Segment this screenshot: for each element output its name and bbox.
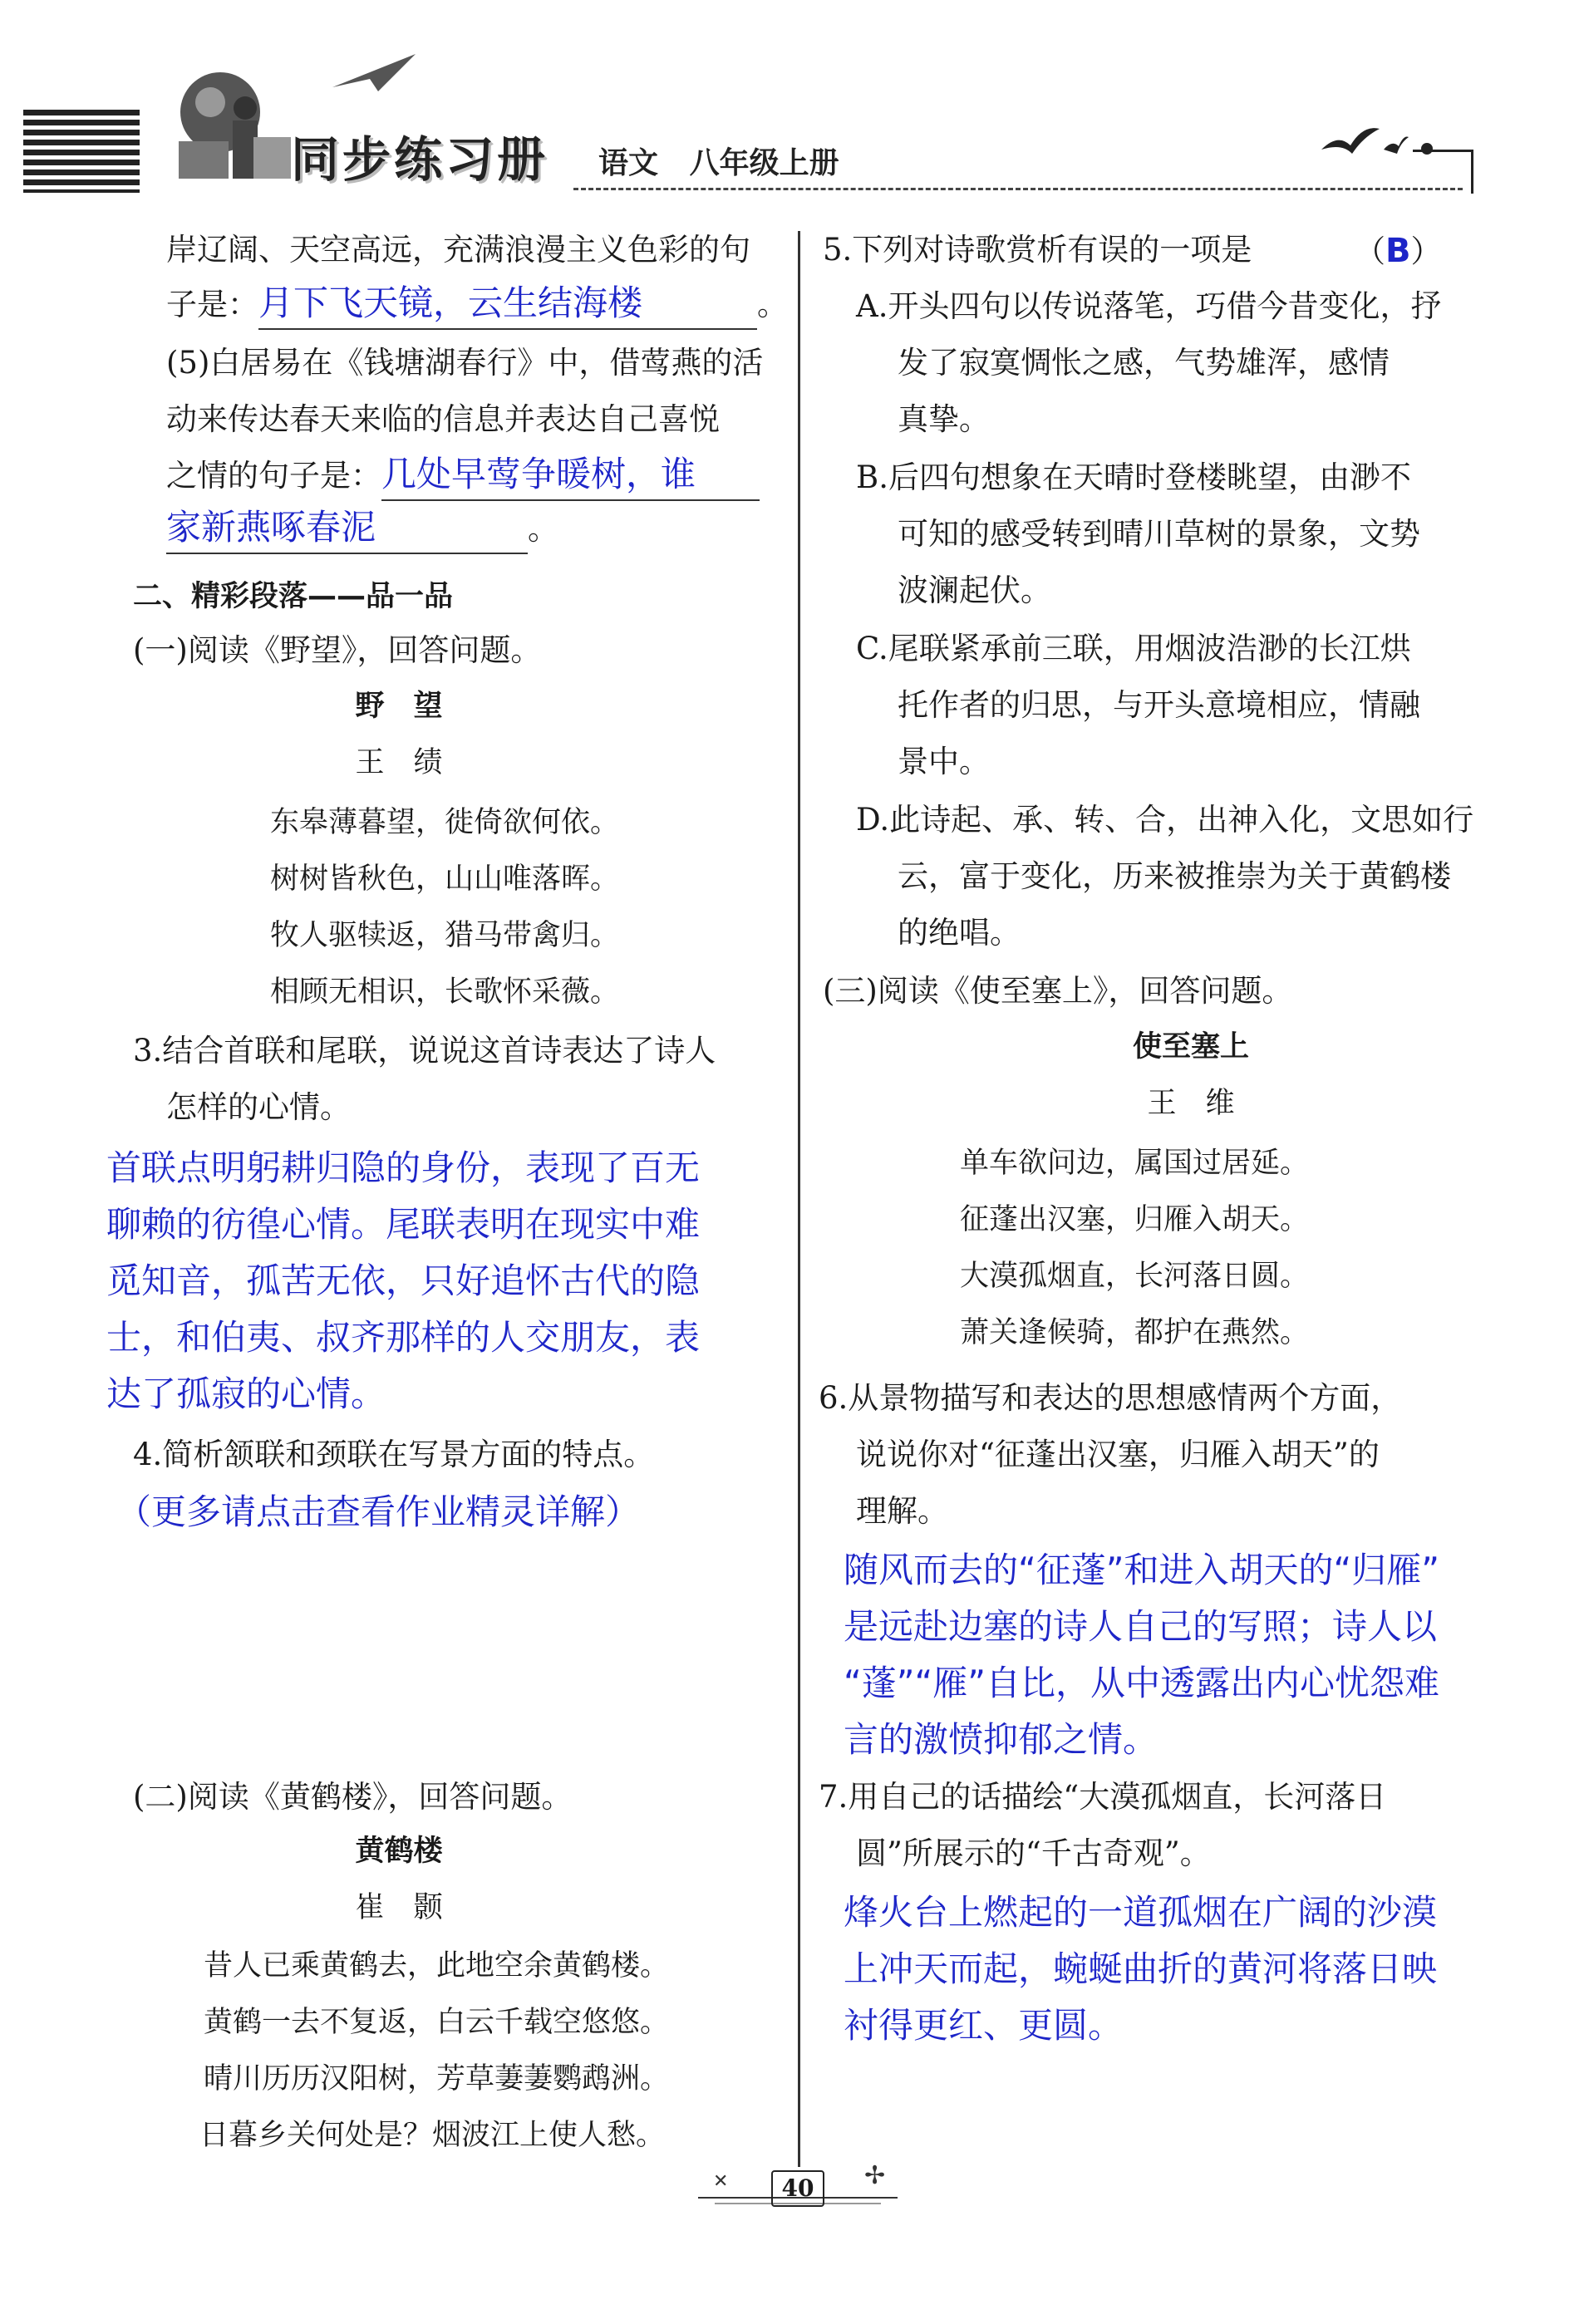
a4-more-link[interactable]: （更多请点击查看作业精灵详解） (116, 1491, 641, 1532)
reading-1-intro: (一)阅读《野望》，回答问题。 (133, 632, 542, 668)
q5-line-3 (166, 449, 760, 504)
header-corner (1413, 150, 1473, 194)
poem-3-line: 大漠孤烟直，长河落日圆。 (960, 1260, 1310, 1293)
book-subject (598, 140, 839, 182)
paper-plane-icon (328, 50, 420, 100)
q3-line-1: 3.结合首联和尾联，说说这首诗表达了诗人 (133, 1033, 716, 1069)
a6-line: 是远赴边塞的诗人自己的写照；诗人以 (844, 1606, 1438, 1647)
poem-2-line: 昔人已乘黄鹤去，此地空余黄鹤楼。 (204, 1949, 670, 1983)
q5-option-a: 发了寂寞惆怅之感，气势雄浑，感情 (898, 345, 1390, 381)
a3-line: 觅知音，孤苦无依，只好追怀古代的隐 (106, 1260, 701, 1301)
q5-suffix: 。 (528, 511, 558, 547)
column-divider (798, 231, 800, 2167)
a3-line: 达了孤寂的心情。 (106, 1373, 386, 1414)
poem-1-line: 牧人驱犊返，猎马带禽归。 (270, 919, 620, 952)
q2-line-2 (166, 278, 788, 332)
reading-2-intro: (二)阅读《黄鹤楼》，回答问题。 (133, 1779, 573, 1815)
a7-line: 衬得更红、更圆。 (844, 2005, 1124, 2046)
a6-line: 言的激愤抑郁之情。 (844, 1719, 1158, 1760)
birds-icon (1317, 116, 1409, 162)
book-title: 同步练习册 (291, 131, 549, 188)
poem-3-line: 单车欲问边，属国过居延。 (960, 1147, 1310, 1180)
q5-option-d: 云，富于变化，历来被推崇为关于黄鹤楼 (898, 858, 1451, 894)
poem-1-title: 野 望 (355, 690, 443, 723)
q2-suffix: 。 (757, 287, 788, 322)
q4-text: 4.简析颔联和颈联在写景方面的特点。 (133, 1437, 655, 1472)
q5-option-c: C.尾联紧承前三联，用烟波浩渺的长江烘 (856, 631, 1411, 666)
poem-2-author: 崔 颢 (355, 1891, 443, 1924)
q5-option-b: 可知的感受转到晴川草树的景象，文势 (898, 516, 1420, 552)
q5-line-2: 动来传达春天来临的信息并表达自己喜悦 (166, 401, 720, 437)
poem-3-line: 征蓬出汉塞，归雁入胡天。 (960, 1203, 1310, 1236)
header-stripes (23, 110, 140, 193)
q5-option-c: 托作者的归思，与开头意境相应，情融 (898, 687, 1420, 723)
q5-option-a: A.开头四句以传说落笔，巧借今昔变化，抒 (856, 288, 1442, 324)
q5-stem: 5.下列对诗歌赏析有误的一项是 (823, 232, 1252, 268)
poem-1-author: 王 绩 (355, 746, 443, 779)
poem-1-line: 树树皆秋色，山山唯落晖。 (270, 862, 620, 896)
a7-line: 上冲天而起，蜿蜒曲折的黄河将落日映 (844, 1948, 1438, 1989)
a7-line: 烽火台上燃起的一道孤烟在广阔的沙漠 (844, 1892, 1438, 1933)
q5-answer: B (1385, 232, 1411, 270)
q5-prefix: 之情的句子是： (166, 458, 381, 494)
a3-line: 聊赖的彷徨心情。尾联表明在现实中难 (106, 1204, 701, 1245)
q2-answer: 月下飞天镜，云生结海楼 (258, 278, 757, 330)
q3-line-2: 怎样的心情。 (166, 1089, 351, 1125)
q5-paren-open: （ (1355, 233, 1385, 269)
q5-answer-part-2: 家新燕啄春泥 (166, 503, 528, 554)
q5-answer-part-1: 几处早莺争暖树，谁 (381, 450, 760, 501)
poem-1-line: 东皋薄暮望，徙倚欲何依。 (270, 806, 620, 839)
q5-option-b: 波澜起伏。 (898, 572, 1051, 608)
poem-2-line: 晴川历历汉阳树，芳草萋萋鹦鹉洲。 (204, 2062, 670, 2096)
poem-1-line: 相顾无相识，长歌怀采薇。 (270, 975, 620, 1009)
a6-line: “蓬”“雁”自比，从中透露出内心忧怨难 (844, 1663, 1440, 1703)
q5-answer-box (1355, 223, 1442, 279)
poem-2-line: 日暮乡关何处是？烟波江上使人愁。 (199, 2119, 666, 2152)
a3-line: 士，和伯夷、叔齐那样的人交朋友，表 (106, 1317, 701, 1358)
page-number: 40 (771, 2170, 824, 2207)
header-dashed-line (573, 188, 1463, 190)
a3-line: 首联点明躬耕归隐的身份，表现了百无 (106, 1147, 701, 1188)
a6-line: 随风而去的“征蓬”和进入胡天的“归雁” (844, 1550, 1440, 1590)
grade-label: 八年级上册 (689, 146, 839, 180)
q5-option-c: 景中。 (898, 744, 990, 779)
q5-option-d: 的绝唱。 (898, 915, 1021, 951)
poem-2-line: 黄鹤一去不复返，白云千载空悠悠。 (204, 2006, 670, 2039)
q5-line-1: (5)白居易在《钱塘湖春行》中，借莺燕的活 (166, 345, 764, 381)
svg-text:✕: ✕ (713, 2171, 729, 2192)
svg-text:✢: ✢ (864, 2161, 886, 2190)
section-2-heading: 二、精彩段落——品一品 (133, 580, 454, 613)
q6-line: 说说你对“征蓬出汉塞，归雁入胡天”的 (856, 1437, 1380, 1472)
poem-3-title: 使至塞上 (1132, 1030, 1249, 1064)
q5-option-b: B.后四句想象在天晴时登楼眺望，由渺不 (856, 459, 1411, 495)
q7-line: 圆”所展示的“千古奇观”。 (856, 1835, 1211, 1871)
q6-line: 理解。 (856, 1493, 948, 1529)
poem-3-author: 王 维 (1147, 1087, 1235, 1120)
poem-3-line: 萧关逢候骑，都护在燕然。 (960, 1316, 1310, 1349)
reading-3-intro: (三)阅读《使至塞上》，回答问题。 (823, 973, 1293, 1009)
q7-line: 7.用自己的话描绘“大漠孤烟直，长河落日 (819, 1779, 1387, 1815)
header-dot (1421, 143, 1433, 155)
subject-label: 语文 (598, 146, 659, 180)
q2-line-1: 岸辽阔、天空高远，充满浪漫主义色彩的句 (166, 232, 750, 268)
q5-option-a: 真挚。 (898, 401, 990, 437)
q2-prefix: 子是： (166, 287, 258, 322)
q5-line-4 (166, 502, 558, 557)
q6-line: 6.从景物描写和表达的思想感情两个方面， (819, 1380, 1402, 1416)
poem-2-title: 黄鹤楼 (355, 1835, 443, 1868)
q5-paren-close: ） (1410, 233, 1442, 269)
globe-student-illustration (162, 62, 299, 183)
q5-option-d: D.此诗起、承、转、合，出神入化，文思如行 (856, 802, 1474, 838)
